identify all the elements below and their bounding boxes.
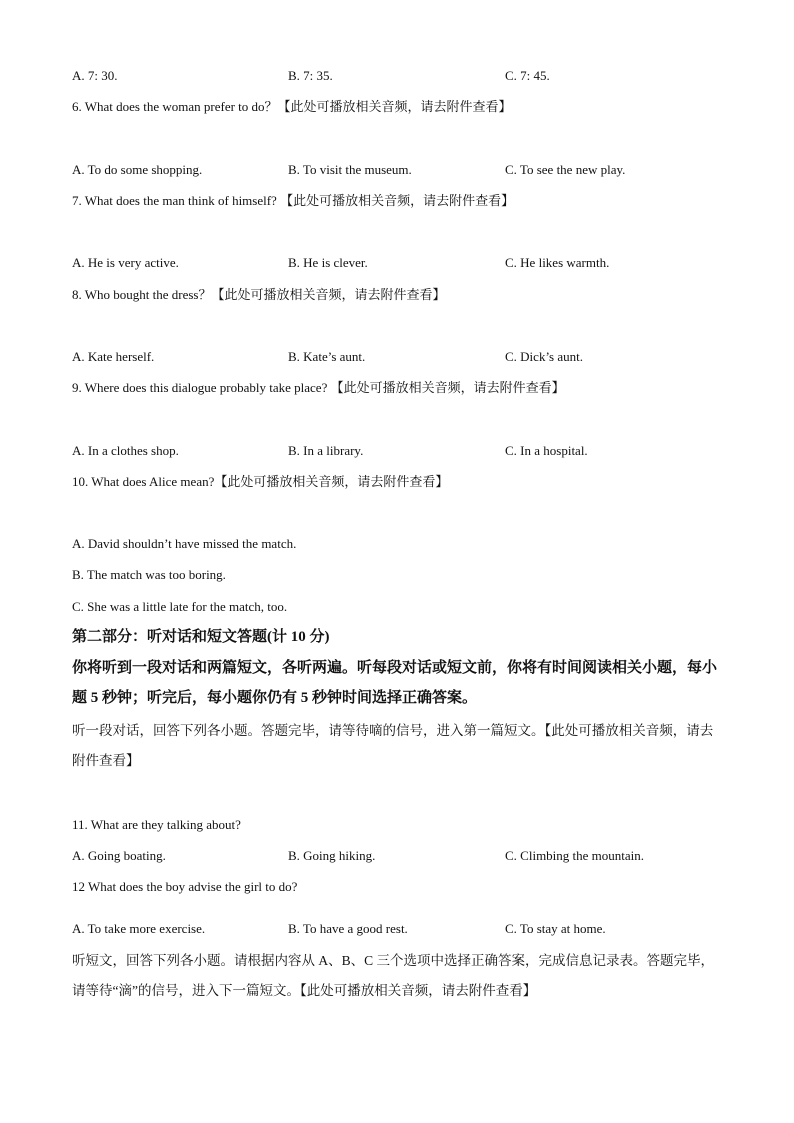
- q8-options: [72, 349, 722, 365]
- q10-question: 10. What does Alice mean?【此处可播放相关音频，请去附件查看】: [72, 474, 449, 489]
- q8-option-c: C. Dick’s aunt.: [505, 349, 583, 364]
- passage-intro: 听短文，回答下列各小题。请根据内容从 A、B、C 三个选项中选择正确答案，完成信息记录表。答题完毕，请等待“滴”的信号，进入下一篇短文。【此处可播放相关音频，请去附件查看】: [72, 953, 715, 998]
- q6-option-a: A. To do some shopping.: [72, 162, 203, 177]
- q11-options: [72, 848, 722, 864]
- q7-option-a: A. He is very active.: [72, 255, 179, 270]
- q8-option-b: B. Kate’s aunt.: [288, 349, 366, 364]
- q5-option-a: A. 7: 30.: [72, 68, 118, 83]
- q9-question: 9. Where does this dialogue probably take place? 【此处可播放相关音频，请去附件查看】: [72, 380, 565, 395]
- q9-options: [72, 443, 722, 459]
- q9-option-b: B. In a library.: [288, 443, 364, 458]
- q12-question: 12 What does the boy advise the girl to do?: [72, 879, 298, 894]
- q9-option-c: C. In a hospital.: [505, 443, 588, 458]
- q12-option-a: A. To take more exercise.: [72, 921, 206, 936]
- q8-option-a: A. Kate herself.: [72, 349, 155, 364]
- q12-option-b: B. To have a good rest.: [288, 921, 408, 936]
- q10-option-a: A. David shouldn’t have missed the match.: [72, 536, 297, 551]
- q7-option-b: B. He is clever.: [288, 255, 368, 270]
- part2-heading: 第二部分：听对话和短文答题(计 10 分): [72, 629, 330, 645]
- q9-option-a: A. In a clothes shop.: [72, 443, 179, 458]
- q5-option-b: B. 7: 35.: [288, 68, 333, 83]
- q11-option-c: C. Climbing the mountain.: [505, 848, 645, 863]
- q11-option-b: B. Going hiking.: [288, 848, 376, 863]
- q7-option-c: C. He likes warmth.: [505, 255, 610, 270]
- q8-question: 8. Who bought the dress？【此处可播放相关音频，请去附件查看】: [72, 287, 446, 302]
- q11-question: 11. What are they talking about?: [72, 817, 241, 832]
- q6-options: [72, 162, 722, 178]
- q10-option-b: B. The match was too boring.: [72, 567, 226, 582]
- q5-options: [72, 68, 722, 84]
- dialogue-intro: 听一段对话，回答下列各小题。答题完毕，请等待嘀的信号，进入第一篇短文。【此处可播放相关音频，请去附件查看】: [72, 723, 714, 768]
- q6-question: 6. What does the woman prefer to do？【此处可播放相关音频，请去附件查看】: [72, 99, 512, 114]
- q11-option-a: A. Going boating.: [72, 848, 166, 863]
- q7-options: [72, 255, 722, 271]
- q7-question: 7. What does the man think of himself? 【此处可播放相关音频，请去附件查看】: [72, 193, 515, 208]
- q5-option-c: C. 7: 45.: [505, 68, 550, 83]
- q10-option-c: C. She was a little late for the match, too.: [72, 599, 288, 614]
- q12-option-c: C. To stay at home.: [505, 921, 606, 936]
- q6-option-b: B. To visit the museum.: [288, 162, 412, 177]
- q12-options: [72, 921, 722, 937]
- part2-instructions: 你将听到一段对话和两篇短文，各听两遍。听每段对话或短文前，你将有时间阅读相关小题，每小题 5 秒钟；听完后，每小题你仍有 5 秒钟时间选择正确答案。: [72, 660, 718, 706]
- q6-option-c: C. To see the new play.: [505, 162, 626, 177]
